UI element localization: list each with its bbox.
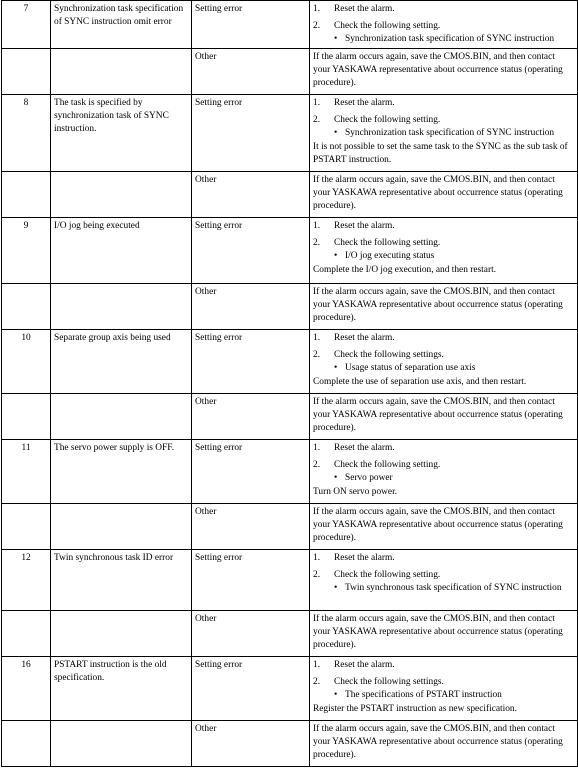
other-remedy: If the alarm occurs again, save the CMOS.BIN, and then contact your YASKAWA representative about occurrence status (operating procedure).	[310, 504, 578, 550]
remedy-note: Register the PSTART instruction as new specification.	[313, 704, 517, 714]
remedy-step	[313, 676, 574, 689]
remedy-bullet-text: I/O jog executing status	[345, 251, 435, 261]
alarm-row-setting	[2, 657, 578, 721]
alarm-cause: I/O jog being executed	[51, 218, 192, 284]
alarm-row-setting	[2, 1, 578, 49]
other-remedy: If the alarm occurs again, save the CMOS.BIN, and then contact your YASKAWA representative about occurrence status (operating procedure).	[310, 284, 578, 330]
empty-number-cell	[2, 172, 51, 218]
remedy-step-text: Reset the alarm.	[334, 98, 395, 108]
empty-number-cell	[2, 394, 51, 440]
empty-cause-cell	[51, 394, 192, 440]
other-label: Other	[192, 721, 310, 767]
empty-cause-cell	[51, 49, 192, 95]
remedy-step	[313, 220, 574, 233]
other-label: Other	[192, 284, 310, 330]
alarm-number: 7	[2, 1, 51, 49]
remedy-step-number: 1.	[313, 98, 321, 108]
remedy-step	[313, 659, 574, 672]
bullet-icon: •	[334, 690, 338, 700]
alarm-table	[1, 0, 578, 767]
remedy-step-number: 2.	[313, 677, 321, 687]
other-remedy: If the alarm occurs again, save the CMOS.BIN, and then contact your YASKAWA representative about occurrence status (operating procedure).	[310, 721, 578, 767]
other-label: Other	[192, 504, 310, 550]
alarm-row-other	[2, 49, 578, 95]
other-label: Other	[192, 394, 310, 440]
alarm-row-other	[2, 172, 578, 218]
setting-error-remedy	[310, 330, 578, 394]
remedy-step-text: Reset the alarm.	[334, 553, 395, 563]
empty-cause-cell	[51, 611, 192, 657]
remedy-bullet	[313, 127, 574, 140]
setting-error-label: Setting error	[192, 95, 310, 172]
other-remedy: If the alarm occurs again, save the CMOS.BIN, and then contact your YASKAWA representative about occurrence status (operating procedure).	[310, 172, 578, 218]
remedy-step-number: 1.	[313, 443, 321, 453]
alarm-cause: The servo power supply is OFF.	[51, 440, 192, 504]
setting-error-label: Setting error	[192, 218, 310, 284]
alarm-cause: Twin synchronous task ID error	[51, 550, 192, 611]
alarm-row-setting	[2, 440, 578, 504]
empty-number-cell	[2, 49, 51, 95]
bullet-icon: •	[334, 251, 338, 261]
remedy-step-number: 2.	[313, 460, 321, 470]
remedy-step-text: Check the following setting.	[334, 460, 441, 470]
other-remedy: If the alarm occurs again, save the CMOS.BIN, and then contact your YASKAWA representative about occurrence status (operating procedure).	[310, 394, 578, 440]
setting-error-remedy	[310, 218, 578, 284]
remedy-step-text: Check the following setting.	[334, 115, 441, 125]
bullet-icon: •	[334, 473, 338, 483]
remedy-note: Turn ON servo power.	[313, 487, 398, 497]
remedy-step-text: Check the following settings.	[334, 350, 444, 360]
bullet-icon: •	[334, 128, 338, 138]
remedy-step-number: 2.	[313, 21, 321, 31]
alarm-row-other	[2, 394, 578, 440]
setting-error-label: Setting error	[192, 657, 310, 721]
remedy-step-text: Check the following settings.	[334, 677, 444, 687]
setting-error-remedy	[310, 550, 578, 611]
setting-error-label: Setting error	[192, 330, 310, 394]
remedy-bullet-text: The specifications of PSTART instruction	[345, 690, 502, 700]
empty-cause-cell	[51, 721, 192, 767]
remedy-step-number: 1.	[313, 4, 321, 14]
alarm-row-other	[2, 721, 578, 767]
alarm-number: 8	[2, 95, 51, 172]
remedy-bullet	[313, 250, 574, 263]
alarm-row-other	[2, 284, 578, 330]
empty-cause-cell	[51, 172, 192, 218]
remedy-step-number: 2.	[313, 570, 321, 580]
bullet-icon: •	[334, 34, 338, 44]
empty-cause-cell	[51, 284, 192, 330]
remedy-step	[313, 569, 574, 582]
other-label: Other	[192, 49, 310, 95]
remedy-step-text: Reset the alarm.	[334, 221, 395, 231]
alarm-number: 9	[2, 218, 51, 284]
other-label: Other	[192, 172, 310, 218]
setting-error-remedy	[310, 95, 578, 172]
alarm-cause: PSTART instruction is the old specification.	[51, 657, 192, 721]
bullet-icon: •	[334, 363, 338, 373]
remedy-bullet-text: Synchronization task specification of SYNC instruction	[345, 128, 555, 138]
remedy-note: Complete the use of separation use axis, and then restart.	[313, 377, 527, 387]
alarm-row-other	[2, 504, 578, 550]
alarm-cause: Synchronization task specification of SYNC instruction omit error	[51, 1, 192, 49]
remedy-step-text: Reset the alarm.	[334, 4, 395, 14]
alarm-row-setting	[2, 330, 578, 394]
remedy-step	[313, 442, 574, 455]
remedy-step	[313, 332, 574, 345]
remedy-bullet-text: Synchronization task specification of SYNC instruction	[345, 34, 555, 44]
setting-error-remedy	[310, 657, 578, 721]
remedy-step-text: Reset the alarm.	[334, 660, 395, 670]
empty-number-cell	[2, 504, 51, 550]
remedy-bullet	[313, 472, 574, 485]
empty-number-cell	[2, 721, 51, 767]
remedy-bullet-text: Servo power	[345, 473, 393, 483]
remedy-step-text: Check the following setting.	[334, 570, 441, 580]
remedy-step-text: Check the following setting.	[334, 21, 441, 31]
alarm-row-setting	[2, 550, 578, 611]
remedy-bullet-text: Twin synchronous task specification of SYNC instruction	[345, 583, 562, 593]
alarm-row-setting	[2, 218, 578, 284]
remedy-note: It is not possible to set the same task to the SYNC as the sub task of PSTART instruction.	[313, 142, 568, 165]
alarm-number: 12	[2, 550, 51, 611]
alarm-number: 11	[2, 440, 51, 504]
remedy-step	[313, 552, 574, 565]
setting-error-label: Setting error	[192, 440, 310, 504]
remedy-step	[313, 3, 574, 16]
remedy-bullet	[313, 582, 574, 595]
remedy-step	[313, 459, 574, 472]
remedy-step-text: Check the following setting.	[334, 238, 441, 248]
alarm-cause: The task is specified by synchronization task of SYNC instruction.	[51, 95, 192, 172]
remedy-note: Complete the I/O jog execution, and then restart.	[313, 265, 497, 275]
setting-error-remedy	[310, 440, 578, 504]
setting-error-remedy	[310, 1, 578, 49]
alarm-row-setting	[2, 95, 578, 172]
alarm-number: 16	[2, 657, 51, 721]
remedy-bullet-text: Usage status of separation use axis	[345, 363, 476, 373]
remedy-bullet	[313, 33, 574, 46]
remedy-bullet	[313, 362, 574, 375]
empty-number-cell	[2, 611, 51, 657]
setting-error-label: Setting error	[192, 1, 310, 49]
remedy-step-number: 2.	[313, 238, 321, 248]
remedy-step-text: Reset the alarm.	[334, 443, 395, 453]
remedy-step	[313, 349, 574, 362]
remedy-step	[313, 237, 574, 250]
other-label: Other	[192, 611, 310, 657]
bullet-icon: •	[334, 583, 338, 593]
alarm-cause: Separate group axis being used	[51, 330, 192, 394]
remedy-step	[313, 114, 574, 127]
alarm-number: 10	[2, 330, 51, 394]
remedy-step-number: 1.	[313, 553, 321, 563]
alarm-table-body	[2, 1, 578, 767]
remedy-step-number: 1.	[313, 333, 321, 343]
remedy-step	[313, 97, 574, 110]
other-remedy: If the alarm occurs again, save the CMOS.BIN, and then contact your YASKAWA representative about occurrence status (operating procedure).	[310, 611, 578, 657]
remedy-step-number: 2.	[313, 350, 321, 360]
alarm-row-other	[2, 611, 578, 657]
remedy-step	[313, 20, 574, 33]
remedy-bullet	[313, 689, 574, 702]
remedy-step-number: 1.	[313, 221, 321, 231]
remedy-step-number: 1.	[313, 660, 321, 670]
remedy-step-text: Reset the alarm.	[334, 333, 395, 343]
empty-cause-cell	[51, 504, 192, 550]
empty-number-cell	[2, 284, 51, 330]
remedy-step-number: 2.	[313, 115, 321, 125]
setting-error-label: Setting error	[192, 550, 310, 611]
other-remedy: If the alarm occurs again, save the CMOS.BIN, and then contact your YASKAWA representative about occurrence status (operating procedure).	[310, 49, 578, 95]
